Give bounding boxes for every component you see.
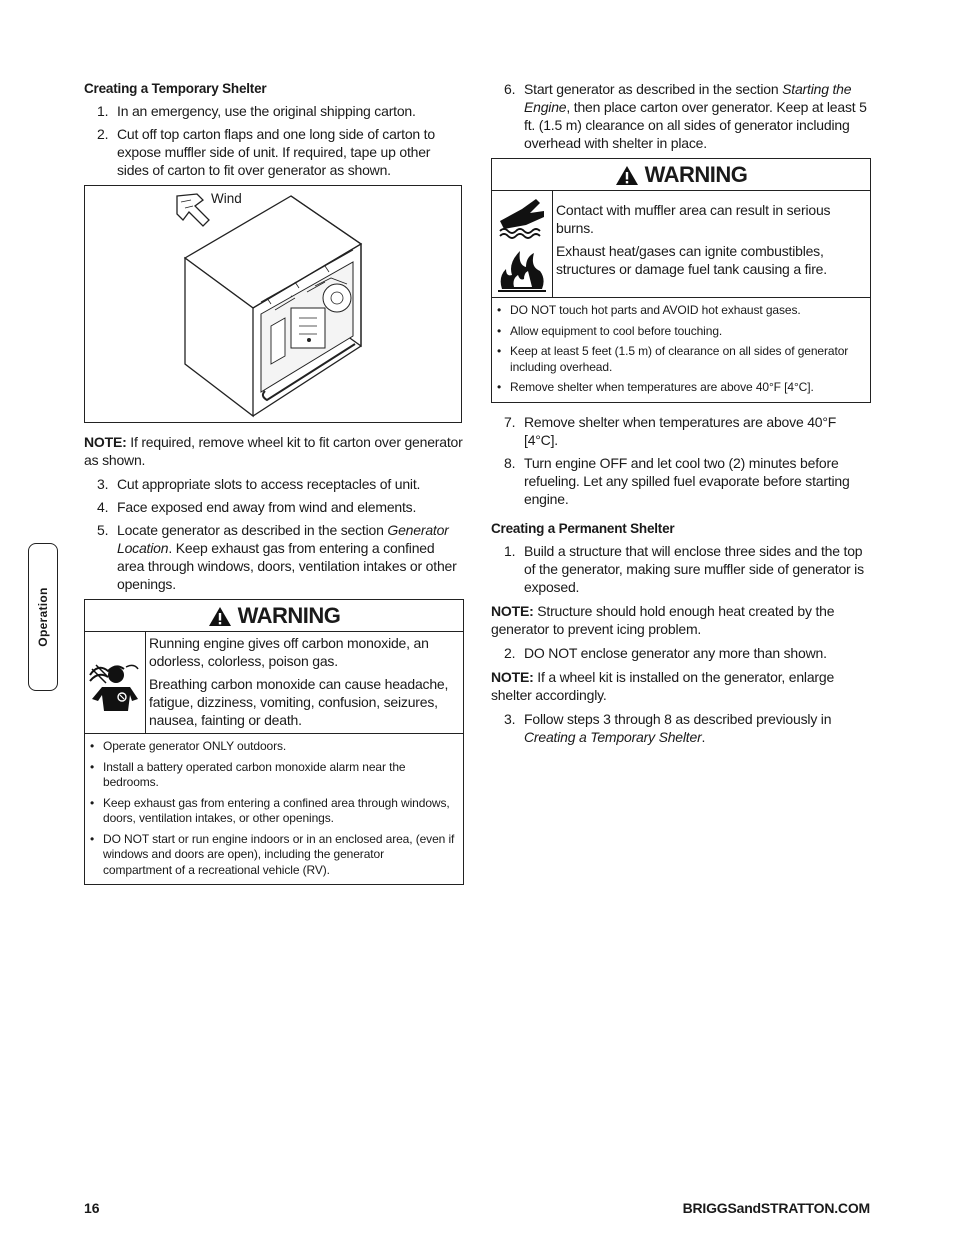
hazard-statement: Contact with muffler area can result in serious burns. [556, 202, 831, 236]
warning-box-hot-muffler [491, 158, 871, 403]
step-number: 3. [504, 710, 516, 727]
left-column [84, 80, 464, 895]
hot-surface-icon [496, 195, 548, 239]
step-text: Build a structure that will enclose three sides and the top of the generator, making sure muffler side of generator is exposed. [524, 542, 864, 595]
section-heading-permanent-shelter: Creating a Permanent Shelter [491, 520, 675, 536]
section-tab-operation [28, 543, 58, 691]
website-url: BRIGGSandSTRATTON.COM [682, 1200, 870, 1216]
hazard-row [85, 632, 463, 734]
step-number: 2. [97, 126, 109, 142]
hazard-icon-cell [492, 191, 553, 297]
step-text: In an emergency, use the original shipping carton. [117, 103, 416, 119]
list-item: • Operate generator ONLY outdoors. [89, 739, 455, 755]
step-text: Start generator as described in the section [524, 81, 783, 97]
step-number: 1. [97, 103, 109, 119]
list-item [491, 644, 871, 662]
step-text: Cut appropriate slots to access receptacles of unit. [117, 476, 421, 492]
steps-list [491, 542, 871, 596]
step-text: Follow steps 3 through 8 as described previously in [524, 710, 832, 727]
step-number: 8. [504, 454, 516, 471]
note-text: Structure should hold enough heat created by the generator to prevent icing problem. [491, 602, 835, 637]
list-item: • Remove shelter when temperatures are above 40°F [4°C]. [496, 380, 862, 396]
section-reference: Creating a Temporary Shelter [524, 728, 702, 745]
list-item [491, 80, 871, 152]
steps-list [491, 413, 871, 508]
step-number: 2. [504, 644, 516, 661]
warning-title-text: WARNING [644, 162, 748, 187]
warning-bullets [492, 298, 870, 402]
warning-title [85, 600, 463, 632]
page-number: 16 [84, 1200, 100, 1216]
list-item: • DO NOT touch hot parts and AVOID hot exhaust gases. [496, 303, 862, 319]
section-heading-temporary-shelter: Creating a Temporary Shelter [84, 81, 267, 96]
section-tab-label: Operation [36, 587, 50, 647]
step-text: Turn engine OFF and let cool two (2) minutes before refueling. Let any spilled fuel evaporate before starting engine. [524, 454, 850, 507]
step-number: 6. [504, 81, 516, 97]
step-number: 4. [97, 499, 109, 515]
note-heat [491, 602, 871, 638]
warning-bullets [85, 734, 463, 884]
steps-list [491, 710, 871, 746]
note-label: NOTE: [491, 668, 534, 685]
fire-icon [496, 243, 548, 293]
step-text: Locate generator as described in the section [117, 522, 388, 538]
list-item: • Allow equipment to cool before touching. [496, 324, 862, 340]
list-item: • Keep at least 5 feet (1.5 m) of clearance on all sides of generator including overhead. [496, 344, 862, 375]
list-item: • DO NOT start or run engine indoors or in an enclosed area, (even if windows and doors are open), including the generator compartment of a recreational vehicle (RV). [89, 832, 455, 879]
note-wheel-kit [84, 433, 464, 469]
warning-title-text: WARNING [237, 603, 341, 628]
hazard-text [553, 191, 870, 297]
step-text: DO NOT enclose generator any more than shown. [524, 644, 827, 661]
section-reference: Generator Location [117, 522, 449, 556]
step-number: 1. [504, 542, 516, 559]
step-number: 7. [504, 413, 516, 430]
step-number: 5. [97, 522, 109, 538]
step-text: . [701, 728, 706, 745]
step-text: , then place carton over generator. Keep at least 5 ft. (1.5 m) clearance on all sides of generator including overhead with shelter in place. [524, 99, 867, 151]
warning-triangle-icon [615, 165, 639, 186]
list-item [84, 475, 464, 493]
warning-title [492, 159, 870, 191]
section-reference: Starting the Engine [524, 81, 852, 115]
step-number: 3. [97, 476, 109, 492]
hazard-icon-cell [85, 632, 146, 733]
list-item [491, 542, 871, 596]
step-text: Remove shelter when temperatures are above 40°F [4°C]. [524, 413, 837, 448]
list-item [491, 710, 871, 746]
toxic-fumes-icon [88, 653, 142, 713]
hazard-statement: Breathing carbon monoxide can cause headache, fatigue, dizziness, vomiting, confusion, seizures, nausea, fainting or death. [149, 676, 449, 728]
hazard-statement: Running engine gives off carbon monoxide, an odorless, colorless, poison gas. [149, 635, 429, 669]
right-column [491, 80, 871, 752]
hazard-text [146, 632, 463, 733]
note-text: If a wheel kit is installed on the generator, enlarge shelter accordingly. [491, 668, 835, 703]
note-text: If required, remove wheel kit to fit carton over generator as shown. [84, 434, 463, 468]
note-label: NOTE: [84, 434, 127, 450]
step-text: Cut off top carton flaps and one long side of carton to expose muffler side of unit. If required, tape up other sides of carton to fit over generator as shown. [117, 126, 435, 178]
list-item: • Install a battery operated carbon monoxide alarm near the bedrooms. [89, 760, 455, 791]
warning-box-carbon-monoxide [84, 599, 464, 885]
hazard-statement: Exhaust heat/gases can ignite combustibles, structures or damage fuel tank causing a fire. [556, 243, 827, 277]
list-item [84, 498, 464, 516]
step-text: Face exposed end away from wind and elements. [117, 499, 417, 515]
list-item [84, 521, 464, 593]
list-item [491, 413, 871, 449]
warning-triangle-icon [208, 606, 232, 627]
steps-list [491, 644, 871, 662]
steps-list [491, 80, 871, 152]
steps-list [84, 102, 464, 179]
generator-in-carton-icon [85, 186, 461, 422]
note-label: NOTE: [491, 602, 534, 619]
step-text: . Keep exhaust gas from entering a confined area through windows, doors, ventilation intakes or other openings. [117, 540, 457, 592]
list-item [84, 125, 464, 179]
list-item: • Keep exhaust gas from entering a confined area through windows, doors, ventilation intakes, or other openings. [89, 796, 455, 827]
list-item [491, 454, 871, 508]
wind-label: Wind [211, 191, 242, 206]
steps-list [84, 475, 464, 593]
list-item [84, 102, 464, 120]
shelter-illustration [84, 185, 462, 423]
hazard-row [492, 191, 870, 298]
note-wheel-kit-enlarge [491, 668, 871, 704]
